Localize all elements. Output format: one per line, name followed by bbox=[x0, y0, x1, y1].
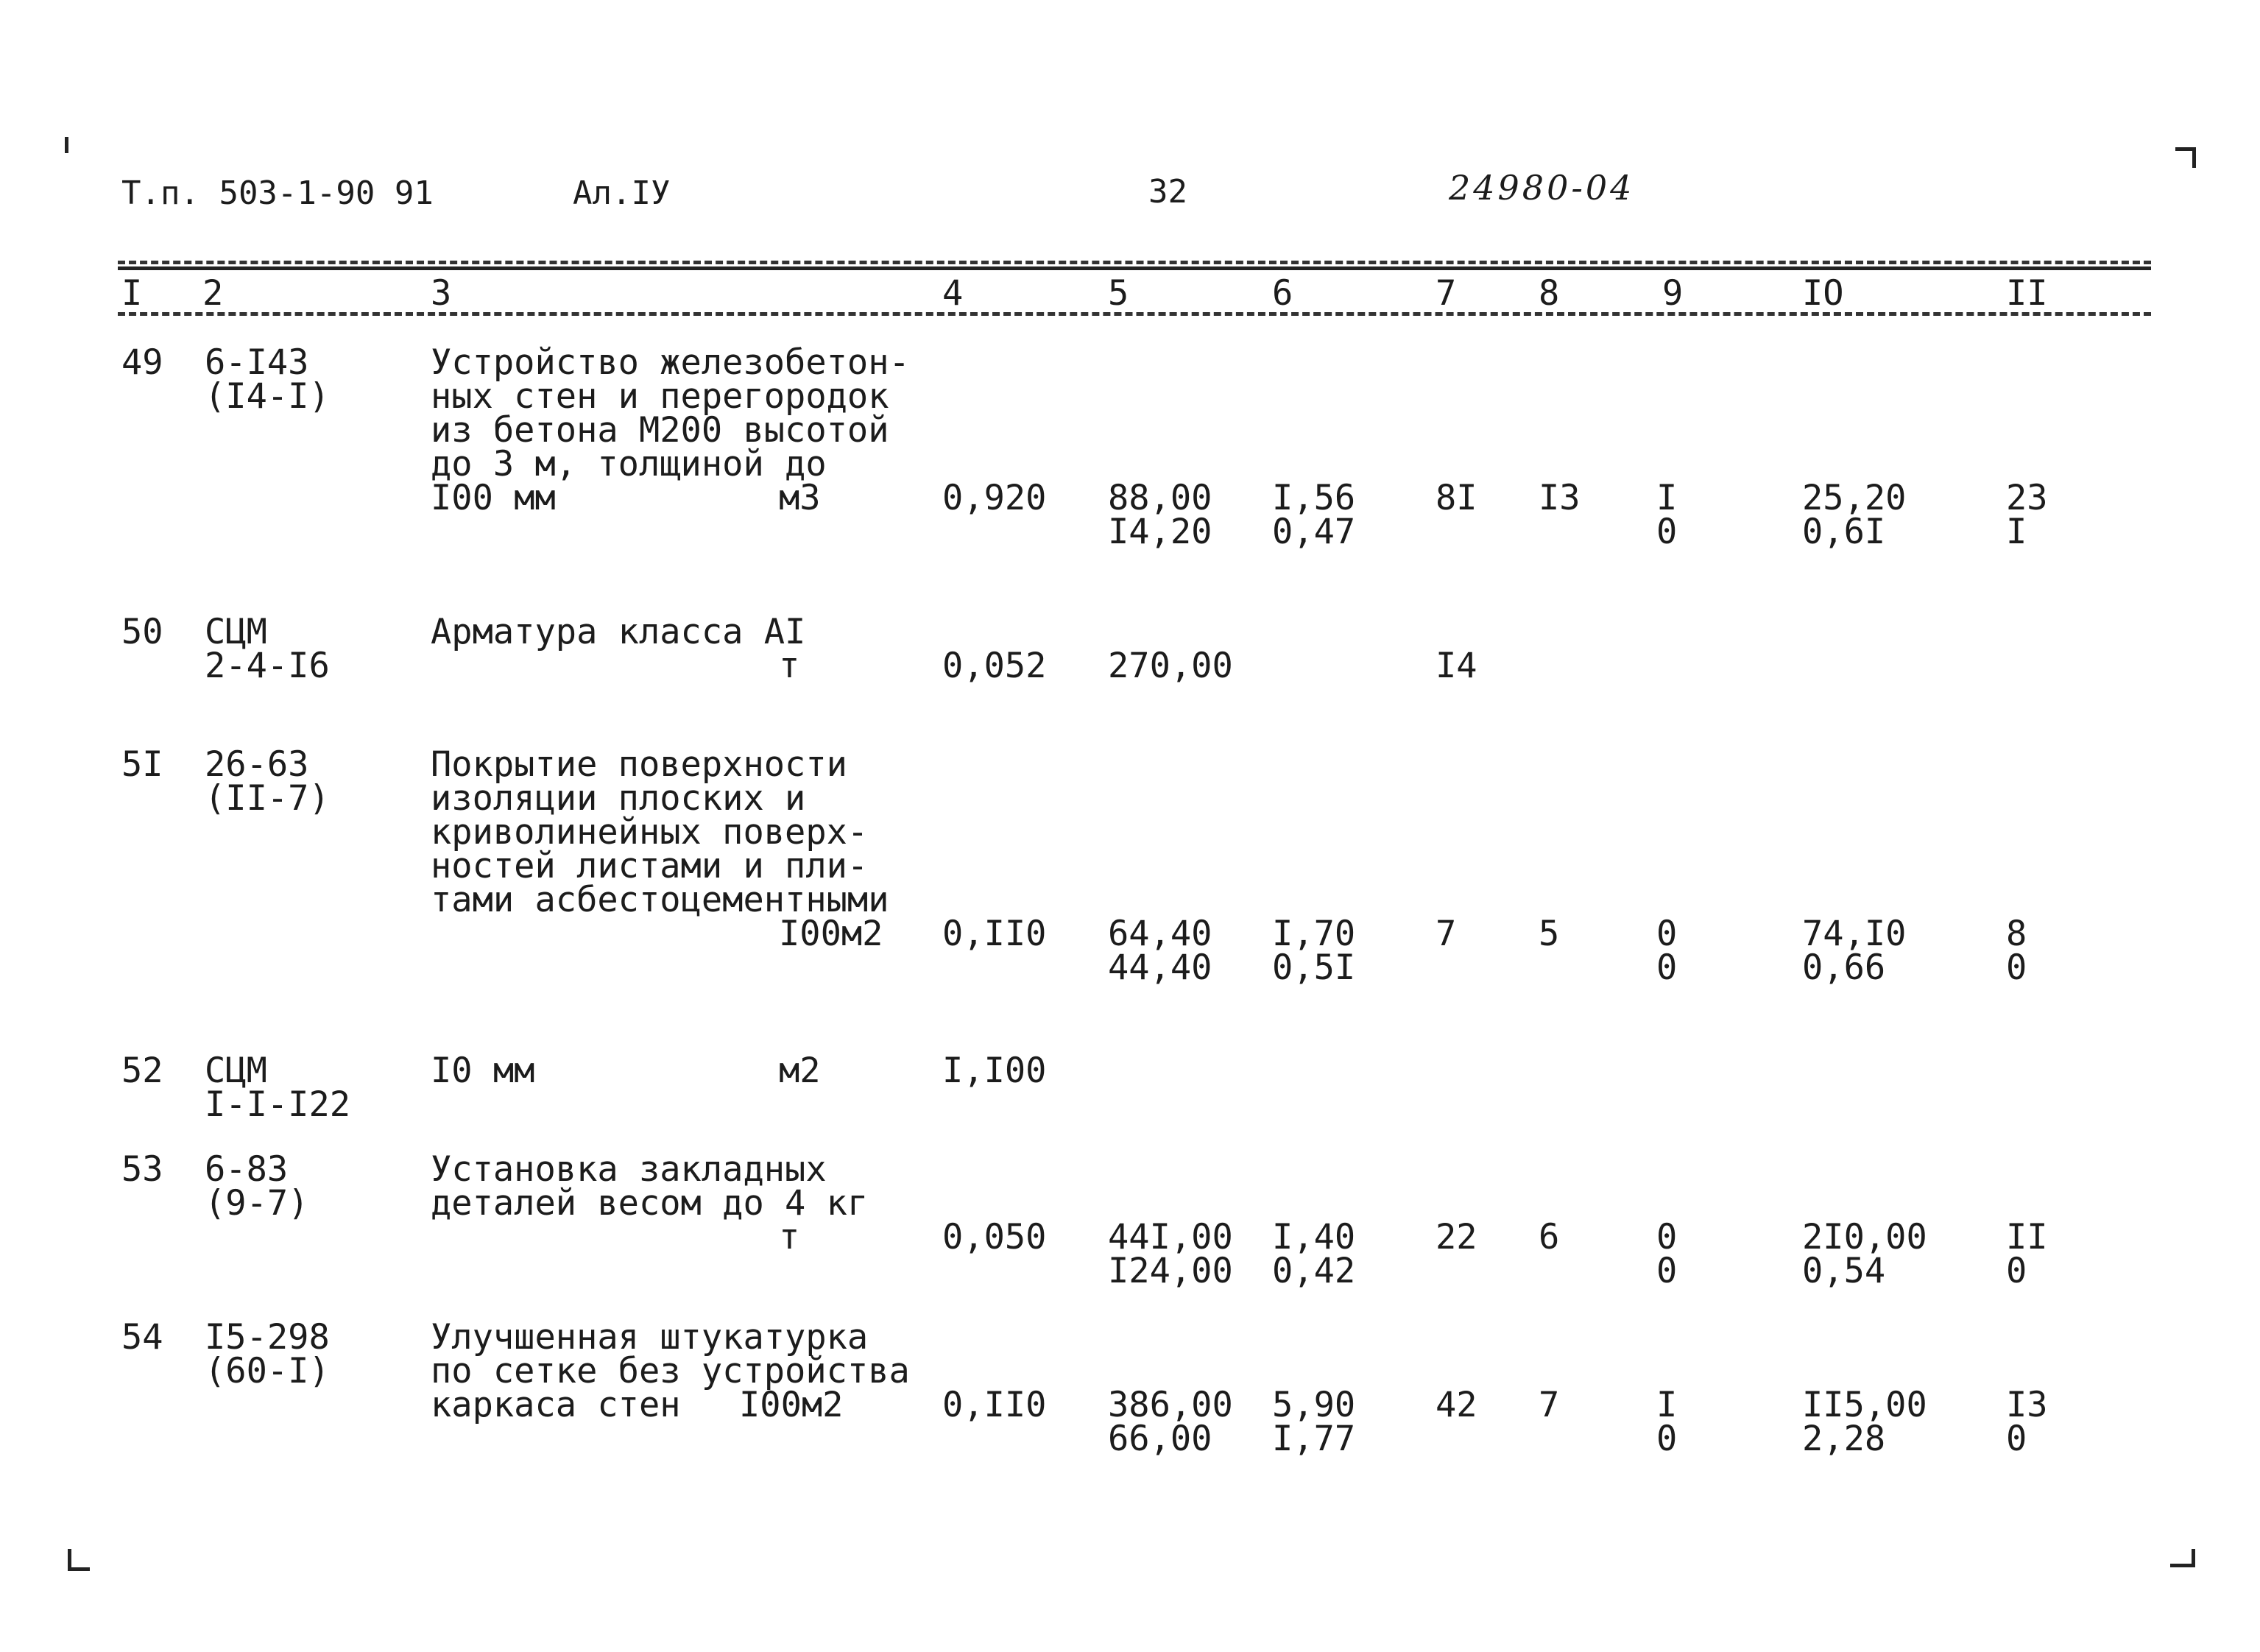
col11-value: 0 bbox=[2006, 1419, 2027, 1459]
col5-value: 88,00 bbox=[1108, 478, 1212, 518]
work-description: по сетке без устройства bbox=[431, 1351, 910, 1391]
col7-value: 42 bbox=[1436, 1385, 1477, 1425]
quantity: I,I00 bbox=[942, 1051, 1047, 1091]
header-rule-bottom bbox=[118, 312, 2151, 316]
row-number: 52 bbox=[121, 1051, 163, 1091]
page-number: 32 bbox=[1148, 173, 1187, 211]
column-header-6: 6 bbox=[1272, 273, 1293, 314]
work-description: каркаса стен bbox=[431, 1385, 681, 1425]
work-description: Арматура класса АI bbox=[431, 612, 806, 652]
row-number: 5I bbox=[121, 744, 163, 785]
col6-value: I,70 bbox=[1272, 914, 1356, 954]
col11-value: 0 bbox=[2006, 947, 2027, 988]
column-header-3: 3 bbox=[431, 273, 452, 314]
col10-value: 2I0,00 bbox=[1802, 1217, 1927, 1257]
col5-value: 66,00 bbox=[1108, 1419, 1212, 1459]
col9-value: 0 bbox=[1656, 1217, 1678, 1257]
work-description: изоляции плоских и bbox=[431, 778, 806, 819]
rate-code-ref: 2-4-I6 bbox=[205, 646, 330, 686]
work-description: ных стен и перегородок bbox=[431, 376, 889, 417]
col5-value: I4,20 bbox=[1108, 512, 1212, 552]
col6-value: I,56 bbox=[1272, 478, 1356, 518]
col10-value: 25,20 bbox=[1802, 478, 1907, 518]
work-description: Устройство железобетон- bbox=[431, 342, 910, 383]
col10-value: II5,00 bbox=[1802, 1385, 1927, 1425]
col10-value: 2,28 bbox=[1802, 1419, 1886, 1459]
column-header-4: 4 bbox=[942, 273, 964, 314]
column-header-11: II bbox=[2006, 273, 2048, 314]
col6-value: 5,90 bbox=[1272, 1385, 1356, 1425]
work-description: Покрытие поверхности bbox=[431, 744, 847, 785]
work-description: I0 мм bbox=[431, 1051, 535, 1091]
quantity: 0,052 bbox=[942, 646, 1047, 686]
col11-value: 0 bbox=[2006, 1251, 2027, 1291]
unit: т bbox=[779, 646, 800, 686]
work-description: из бетона М200 высотой bbox=[431, 410, 889, 451]
col9-value: 0 bbox=[1656, 914, 1678, 954]
unit: м3 bbox=[779, 478, 821, 518]
unit: т bbox=[779, 1217, 800, 1257]
col5-value: 44I,00 bbox=[1108, 1217, 1233, 1257]
inventory-number: 24980-04 bbox=[1449, 168, 1635, 208]
rate-code: 6-83 bbox=[205, 1149, 289, 1190]
row-number: 53 bbox=[121, 1149, 163, 1190]
col9-value: 0 bbox=[1656, 1251, 1678, 1291]
doc-code: Т.п. 503-1-90 91 bbox=[121, 174, 434, 212]
rate-code: СЦМ bbox=[205, 612, 267, 652]
rate-code: I5-298 bbox=[205, 1317, 330, 1358]
unit: I00м2 bbox=[779, 914, 883, 954]
col7-value: 22 bbox=[1436, 1217, 1477, 1257]
work-description: тами асбестоцементными bbox=[431, 880, 889, 920]
column-header-5: 5 bbox=[1108, 273, 1129, 314]
col11-value: I3 bbox=[2006, 1385, 2048, 1425]
col6-value: 0,5I bbox=[1272, 947, 1356, 988]
work-description: деталей весом до 4 кг bbox=[431, 1183, 869, 1224]
col5-value: 44,40 bbox=[1108, 947, 1212, 988]
rate-code: СЦМ bbox=[205, 1051, 267, 1091]
work-description: криволинейных поверх- bbox=[431, 812, 869, 853]
row-number: 54 bbox=[121, 1317, 163, 1358]
col8-value: 7 bbox=[1539, 1385, 1560, 1425]
corner-mark-bottom-right-stem bbox=[2192, 1549, 2195, 1567]
column-header-9: 9 bbox=[1662, 273, 1684, 314]
work-description: I00 мм bbox=[431, 478, 556, 518]
col11-value: 23 bbox=[2006, 478, 2048, 518]
col5-value: 270,00 bbox=[1108, 646, 1233, 686]
rate-code-ref: (I4-I) bbox=[205, 376, 330, 417]
col6-value: I,77 bbox=[1272, 1419, 1356, 1459]
quantity: 0,II0 bbox=[942, 914, 1047, 954]
col8-value: I3 bbox=[1539, 478, 1581, 518]
row-number: 50 bbox=[121, 612, 163, 652]
unit: м2 bbox=[779, 1051, 821, 1091]
col11-value: II bbox=[2006, 1217, 2048, 1257]
col10-value: 0,6I bbox=[1802, 512, 1886, 552]
row-number: 49 bbox=[121, 342, 163, 383]
col7-value: 8I bbox=[1436, 478, 1477, 518]
col7-value: 7 bbox=[1436, 914, 1457, 954]
col5-value: 64,40 bbox=[1108, 914, 1212, 954]
col9-value: 0 bbox=[1656, 1419, 1678, 1459]
col9-value: I bbox=[1656, 478, 1678, 518]
column-header-7: 7 bbox=[1436, 273, 1457, 314]
col11-value: I bbox=[2006, 512, 2027, 552]
rate-code: 6-I43 bbox=[205, 342, 309, 383]
header-rule-top bbox=[118, 261, 2151, 264]
rate-code-ref: I-I-I22 bbox=[205, 1084, 351, 1125]
col9-value: 0 bbox=[1656, 947, 1678, 988]
col11-value: 8 bbox=[2006, 914, 2027, 954]
col10-value: 0,54 bbox=[1802, 1251, 1886, 1291]
col10-value: 0,66 bbox=[1802, 947, 1886, 988]
album-number: Ал.IУ bbox=[573, 174, 671, 212]
column-header-10: IO bbox=[1802, 273, 1844, 314]
quantity: 0,II0 bbox=[942, 1385, 1047, 1425]
col9-value: I bbox=[1656, 1385, 1678, 1425]
rate-code: 26-63 bbox=[205, 744, 309, 785]
col6-value: 0,47 bbox=[1272, 512, 1356, 552]
col8-value: 6 bbox=[1539, 1217, 1560, 1257]
column-header-2: 2 bbox=[202, 273, 224, 314]
col7-value: I4 bbox=[1436, 646, 1477, 686]
unit: I00м2 bbox=[739, 1385, 844, 1425]
column-header-1: I bbox=[121, 273, 143, 314]
col9-value: 0 bbox=[1656, 512, 1678, 552]
corner-mark-bottom-left-foot bbox=[68, 1567, 90, 1571]
rate-code-ref: (60-I) bbox=[205, 1351, 330, 1391]
work-description: Улучшенная штукатурка bbox=[431, 1317, 869, 1358]
col6-value: I,40 bbox=[1272, 1217, 1356, 1257]
work-description: до 3 м, толщиной до bbox=[431, 444, 827, 484]
rate-code-ref: (II-7) bbox=[205, 778, 330, 819]
quantity: 0,050 bbox=[942, 1217, 1047, 1257]
header-rule-top-2 bbox=[118, 266, 2151, 270]
column-header-8: 8 bbox=[1539, 273, 1560, 314]
rate-code-ref: (9-7) bbox=[205, 1183, 309, 1224]
col10-value: 74,I0 bbox=[1802, 914, 1907, 954]
col5-value: 386,00 bbox=[1108, 1385, 1233, 1425]
col5-value: I24,00 bbox=[1108, 1251, 1233, 1291]
col6-value: 0,42 bbox=[1272, 1251, 1356, 1291]
work-description: Установка закладных bbox=[431, 1149, 827, 1190]
corner-mark-top-right-stem bbox=[2192, 147, 2196, 168]
corner-mark-top-left bbox=[65, 137, 68, 153]
col8-value: 5 bbox=[1539, 914, 1560, 954]
quantity: 0,920 bbox=[942, 478, 1047, 518]
work-description: ностей листами и пли- bbox=[431, 846, 869, 886]
